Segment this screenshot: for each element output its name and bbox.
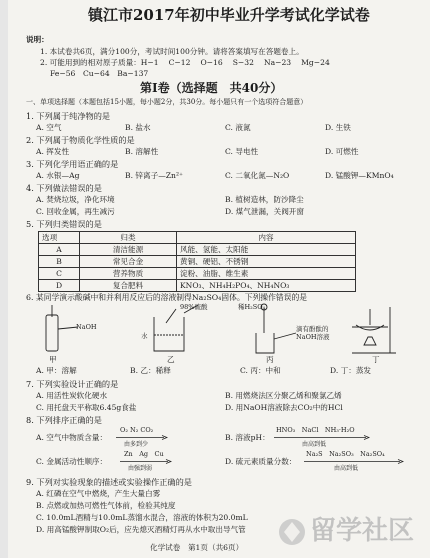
lab-apparatus-figure xyxy=(34,303,404,361)
q8-a-arrow-icon xyxy=(116,435,168,440)
table-cell: 风能、氢能、太阳能 xyxy=(177,244,356,256)
q8-c-order: Zn Ag Cu xyxy=(124,450,164,458)
test-tube-icon xyxy=(46,315,58,351)
fig-label-phenolphthalein: 滴有酚酞的 xyxy=(296,325,329,333)
table-header-row xyxy=(39,232,356,244)
table-row xyxy=(39,244,356,256)
q4-option-a: A. 焚烧垃圾，净化环境 xyxy=(36,195,115,204)
q7-option-d: D. 用NaOH溶液除去CO₂中的HCl xyxy=(225,403,343,412)
table-cell: 清洁能源 xyxy=(80,244,177,256)
q5-stem: 5. 下列归类错误的是 xyxy=(26,219,102,229)
q8-option-b: B. 溶液pH： xyxy=(225,433,270,442)
q8-option-d: D. 硫元素质量分数： xyxy=(225,457,297,466)
table-row xyxy=(39,256,356,268)
page-edge xyxy=(0,0,8,558)
q7-option-a: A. 用活性炭软化硬水 xyxy=(36,391,108,400)
table-cell: A xyxy=(39,244,80,256)
fig-label-sulfuric-acid: 98%硫酸 xyxy=(180,303,208,311)
q6-stem: 6. 某同学演示酸碱中和并利用反应后的溶液制得Na₂SO₄固体。下列操作错误的是 xyxy=(26,293,308,302)
fig-label-dilute-acid: 稀H₂SO₄ xyxy=(238,303,266,311)
alcohol-lamp-icon xyxy=(364,337,376,345)
table-header-cell: 内容 xyxy=(177,232,356,244)
q7-option-c: C. 用托盘天平称取6.45g食盐 xyxy=(36,403,137,412)
q8-stem: 8. 下列排序正确的是 xyxy=(26,415,102,425)
fig-caption-d: 丁 xyxy=(372,355,380,364)
q1-option-d: D. 生铁 xyxy=(325,123,351,132)
q8-c-arrow-icon xyxy=(120,459,172,464)
q8-b-direction: 由高到低 xyxy=(302,441,327,448)
table-cell: 黄铜、硬铝、不锈钢 xyxy=(177,256,356,268)
q3-option-a: A. 水银—Ag xyxy=(36,171,80,180)
table-cell: 复合肥料 xyxy=(80,280,177,292)
q9-stem: 9. 下列对实验现象的描述或实验操作正确的是 xyxy=(26,477,192,487)
table-row xyxy=(39,280,356,292)
fig-caption-c: 丙 xyxy=(266,355,274,364)
q3-option-b: B. 锌离子—Zn²⁺ xyxy=(125,171,184,180)
q8-b-order: HNO₃ NaCl NH₃·H₂O xyxy=(276,426,355,434)
q8-d-arrow-icon xyxy=(304,459,404,464)
flask-icon xyxy=(256,333,274,353)
note-line-3: Fe−56 Cu−64 Ba−137 xyxy=(50,69,149,78)
q2-option-c: C. 导电性 xyxy=(225,147,259,156)
note-line-2: 2. 可能用到的相对原子质量：H−1 C−12 O−16 S−32 Na−23 Mg−24 xyxy=(40,58,330,67)
table-cell: D xyxy=(39,280,80,292)
q8-b-arrow-icon xyxy=(274,435,370,440)
q1-stem: 1. 下列属于纯净物的是 xyxy=(26,111,111,121)
table-cell: B xyxy=(39,256,80,268)
q3-option-c: C. 二氧化氮—N₂O xyxy=(225,171,290,180)
q1-option-c: C. 液氮 xyxy=(225,123,251,132)
q9-option-d: D. 用高锰酸钾制取O₂后，应先熄灭酒精灯再从水中取出导气管 xyxy=(36,525,246,534)
pointer-line xyxy=(58,327,78,329)
q8-option-a: A. 空气中物质含量： xyxy=(36,433,108,442)
q7-stem: 7. 下列实验设计正确的是 xyxy=(26,379,119,389)
q6-option-d: D. 丁：蒸发 xyxy=(330,366,372,375)
q4-stem: 4. 下列做法错误的是 xyxy=(26,183,102,193)
q4-option-d: D. 煤气泄漏，关阀开窗 xyxy=(225,207,304,216)
q4-option-c: C. 回收金属，再生减污 xyxy=(36,207,115,216)
q8-d-direction: 由高到低 xyxy=(334,465,359,472)
section-title: 第Ⅰ卷（选择题 共40分） xyxy=(140,81,283,95)
table-cell: KNO₃、NH₄H₂PO₄、NH₄NO₃ xyxy=(177,280,356,292)
q8-c-direction: 由强到弱 xyxy=(128,465,153,472)
q3-option-d: D. 锰酸钾—KMnO₄ xyxy=(325,171,394,180)
pouring-rod-icon xyxy=(166,309,176,323)
watermark-text: 留学社区 xyxy=(310,516,415,546)
q8-option-c: C. 金属活动性顺序： xyxy=(36,457,108,466)
note-line-1: 1. 本试卷共6页，满分100分，考试时间100分钟。请将答案填写在答题卷上。 xyxy=(40,47,304,56)
q9-option-b: B. 点燃或加热可燃性气体前，检验其纯度 xyxy=(36,501,176,510)
table-cell: 营养物质 xyxy=(80,268,177,280)
q7-option-b: B. 用燃烧法区分聚乙烯和聚氯乙烯 xyxy=(225,391,342,400)
beaker-icon xyxy=(154,317,184,351)
page-title: 镇江市2017年初中毕业升学考试化学试卷 xyxy=(88,6,370,24)
q9-option-a: A. 红磷在空气中燃烧，产生大量白雾 xyxy=(36,489,161,498)
q2-option-b: B. 溶解性 xyxy=(125,147,159,156)
q1-option-b: B. 盐水 xyxy=(125,123,151,132)
q2-stem: 2. 下列属于物质化学性质的是 xyxy=(26,135,135,145)
q6-option-a: A. 甲：溶解 xyxy=(36,366,77,375)
q4-option-b: B. 植树造林，防沙降尘 xyxy=(225,195,304,204)
q8-d-order: Na₂S Na₂SO₃ Na₂SO₄ xyxy=(306,450,385,458)
q8-a-order: O₂ N₂ CO₂ xyxy=(120,426,154,434)
q2-option-d: D. 可燃性 xyxy=(325,147,359,156)
pointer-line xyxy=(274,333,296,339)
q6-option-c: C. 丙：中和 xyxy=(240,366,281,375)
fig-caption-b: 乙 xyxy=(167,355,175,364)
fig-label-naoh: NaOH xyxy=(76,323,97,331)
classification-table xyxy=(38,231,356,292)
table-header-cell: 归类 xyxy=(80,232,177,244)
site-watermark xyxy=(274,510,424,556)
q9-option-c: C. 10.0mL酒精与10.0mL蒸馏水混合，溶液的体积为20.0mL xyxy=(36,513,248,522)
table-cell: C xyxy=(39,268,80,280)
page-footer: 化学试卷 第1页（共6页） xyxy=(150,543,244,552)
section-intro: 一、单项选择题（本题包括15小题，每小题2分，共30分。每小题只有一个选项符合题意） xyxy=(26,98,308,106)
fig-caption-a: 甲 xyxy=(49,355,57,364)
q3-stem: 3. 下列化学用语正确的是 xyxy=(26,159,119,169)
table-cell: 淀粉、油脂、维生素 xyxy=(177,268,356,280)
q2-option-a: A. 挥发性 xyxy=(36,147,70,156)
evaporating-dish-icon xyxy=(356,325,384,330)
fig-label-naoh-solution: NaOH溶液 xyxy=(296,333,330,341)
q1-option-a: A. 空气 xyxy=(36,123,62,132)
notes-label: 说明： xyxy=(26,35,49,44)
q6-option-b: B. 乙：稀释 xyxy=(130,366,171,375)
q8-a-direction: 由多到少 xyxy=(124,441,149,448)
table-cell: 常见合金 xyxy=(80,256,177,268)
table-header-cell: 选项 xyxy=(39,232,80,244)
fig-label-water: 水 xyxy=(141,332,148,340)
table-row xyxy=(39,268,356,280)
